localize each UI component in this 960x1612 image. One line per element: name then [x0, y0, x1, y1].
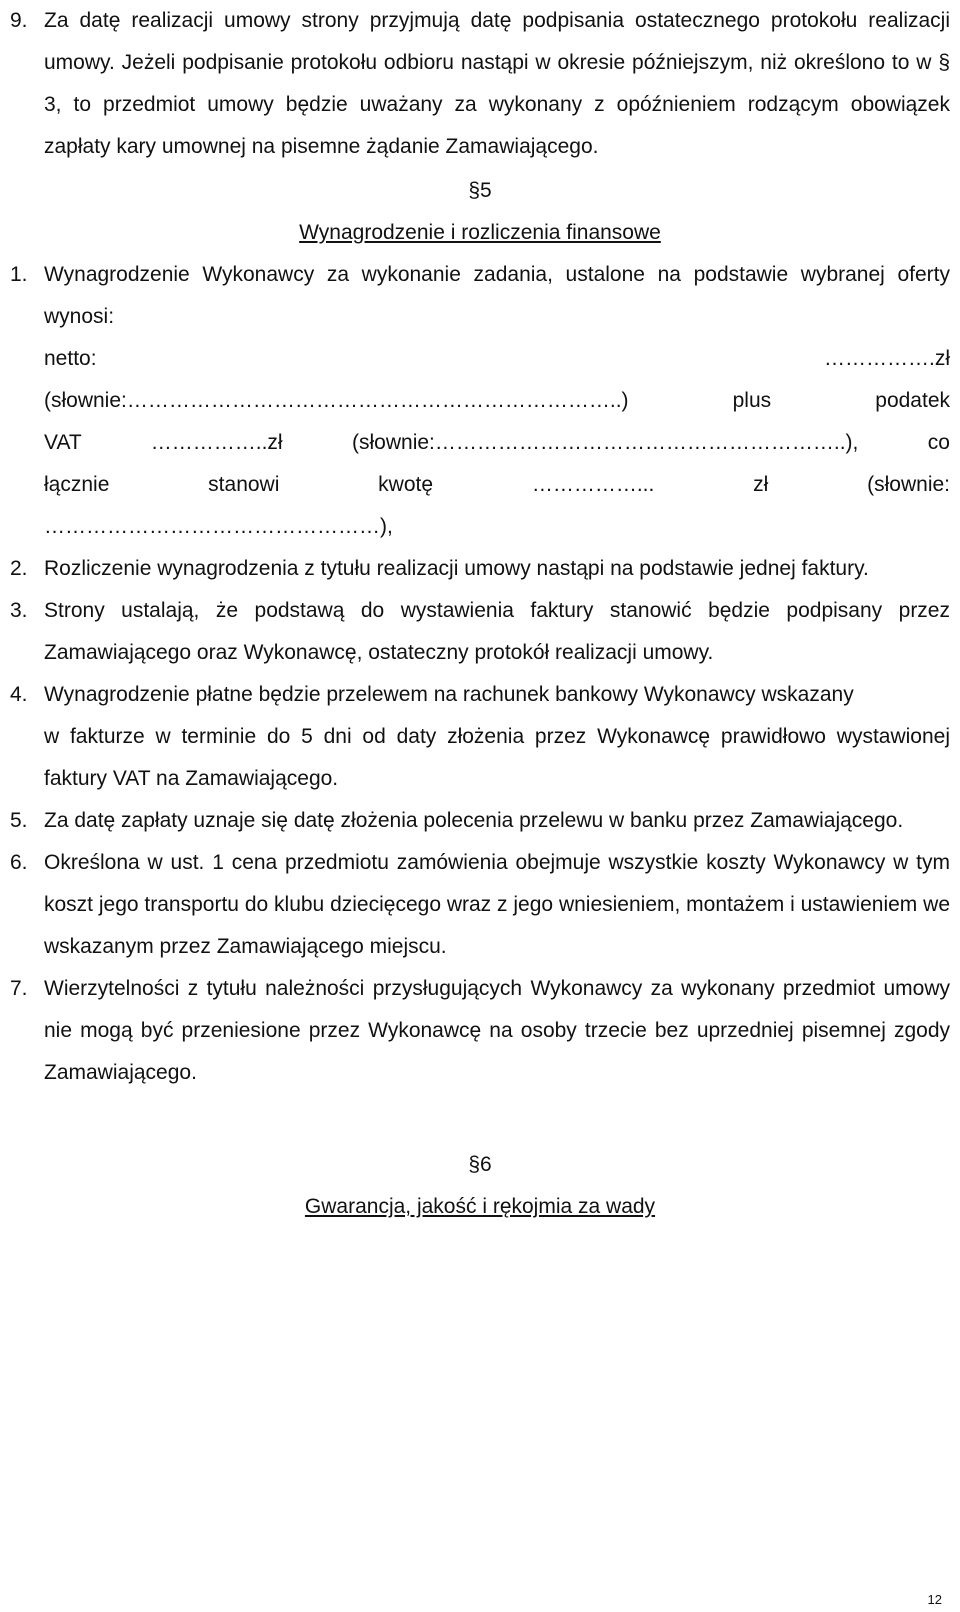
item-number: 2.: [10, 557, 28, 580]
section-6-symbol: §6: [468, 1153, 492, 1176]
page-number: 12: [927, 1592, 942, 1607]
section-6-title-wrap: [10, 1186, 950, 1228]
paragraph-item-6: [10, 842, 950, 968]
paragraph-item-5: [10, 800, 950, 842]
item-text: Rozliczenie wynagrodzenia z tytułu realizacji umowy nastąpi na podstawie jednej faktury.: [44, 557, 869, 580]
item-text-a: Wynagrodzenie płatne będzie przelewem na rachunek bankowy Wykonawcy wskazany: [44, 683, 854, 706]
paragraph-item-2: [10, 548, 950, 590]
section-6-title: Gwarancja, jakość i rękojmia za wady: [304, 1195, 656, 1218]
document-page: [10, 0, 950, 1228]
paragraph-item-9: [10, 0, 950, 168]
section-5-symbol: §5: [468, 179, 492, 202]
item-number: 1.: [10, 263, 28, 286]
vat-line: VAT ……………..zł (słownie:…………………………………………………..), co: [44, 431, 950, 454]
netto-line: [44, 338, 950, 380]
item-text: Wierzytelności z tytułu należności przysługujących Wykonawcy za wykonany przedmiot umowy nie mogą być przeniesione przez Wykonawcę na osoby trzecie bez uprzedniej pisemnej zgody Zamawiającego.: [44, 977, 950, 1084]
paragraph-item-3: [10, 590, 950, 674]
item-text: Określona w ust. 1 cena przedmiotu zamówienia obejmuje wszystkie koszty Wykonawcy w tym koszt jego transportu do klubu dziecięcego wraz z jego wniesieniem, montażem i ustawieniem we wskazanym przez Zamawiającego miejscu.: [44, 851, 950, 958]
item-number: 9.: [10, 9, 28, 32]
netto-label: netto:: [44, 347, 97, 370]
item-number: 3.: [10, 599, 28, 622]
item-body: [44, 674, 950, 800]
item-text-b: w fakturze w terminie do 5 dni od daty złożenia przez Wykonawcę prawidłowo wystawionej faktury VAT na Zamawiającego.: [44, 725, 950, 790]
item-number: 5.: [10, 809, 28, 832]
total-line: łącznie stanowi kwotę ……………... zł (słownie:: [44, 473, 950, 496]
item-text: Wynagrodzenie Wykonawcy za wykonanie zadania, ustalone na podstawie wybranej oferty wynosi:: [44, 263, 950, 328]
total-slownie-line: …………………………………………),: [44, 515, 393, 538]
item-text: Za datę realizacji umowy strony przyjmują datę podpisania ostatecznego protokołu realizacji umowy. Jeżeli podpisanie protokołu odbioru nastąpi w okresie późniejszym, niż określono to w § 3, to przedmiot umowy będzie uważany za wykonany z opóźnieniem rodzącym obowiązek zapłaty kary umownej na pisemne żądanie Zamawiającego.: [44, 9, 950, 158]
item-text: Strony ustalają, że podstawą do wystawienia faktury stanowić będzie podpisany przez Zamawiającego oraz Wykonawcę, ostateczny protokół realizacji umowy.: [44, 599, 950, 664]
item-number: 6.: [10, 851, 28, 874]
section-5-title-wrap: [10, 212, 950, 254]
item-number: 7.: [10, 977, 28, 1000]
section-5-title: Wynagrodzenie i rozliczenia finansowe: [299, 221, 661, 244]
slownie-line: (słownie:……………………………………………………………..) plus podatek: [44, 389, 950, 412]
netto-value: …………….zł: [824, 347, 950, 370]
item-body: [44, 254, 950, 548]
item-text: Za datę zapłaty uznaje się datę złożenia polecenia przelewu w banku przez Zamawiającego.: [44, 809, 904, 832]
paragraph-item-7: [10, 968, 950, 1094]
item-number: 4.: [10, 683, 28, 706]
paragraph-item-4: [10, 674, 950, 800]
paragraph-item-1: [10, 254, 950, 548]
